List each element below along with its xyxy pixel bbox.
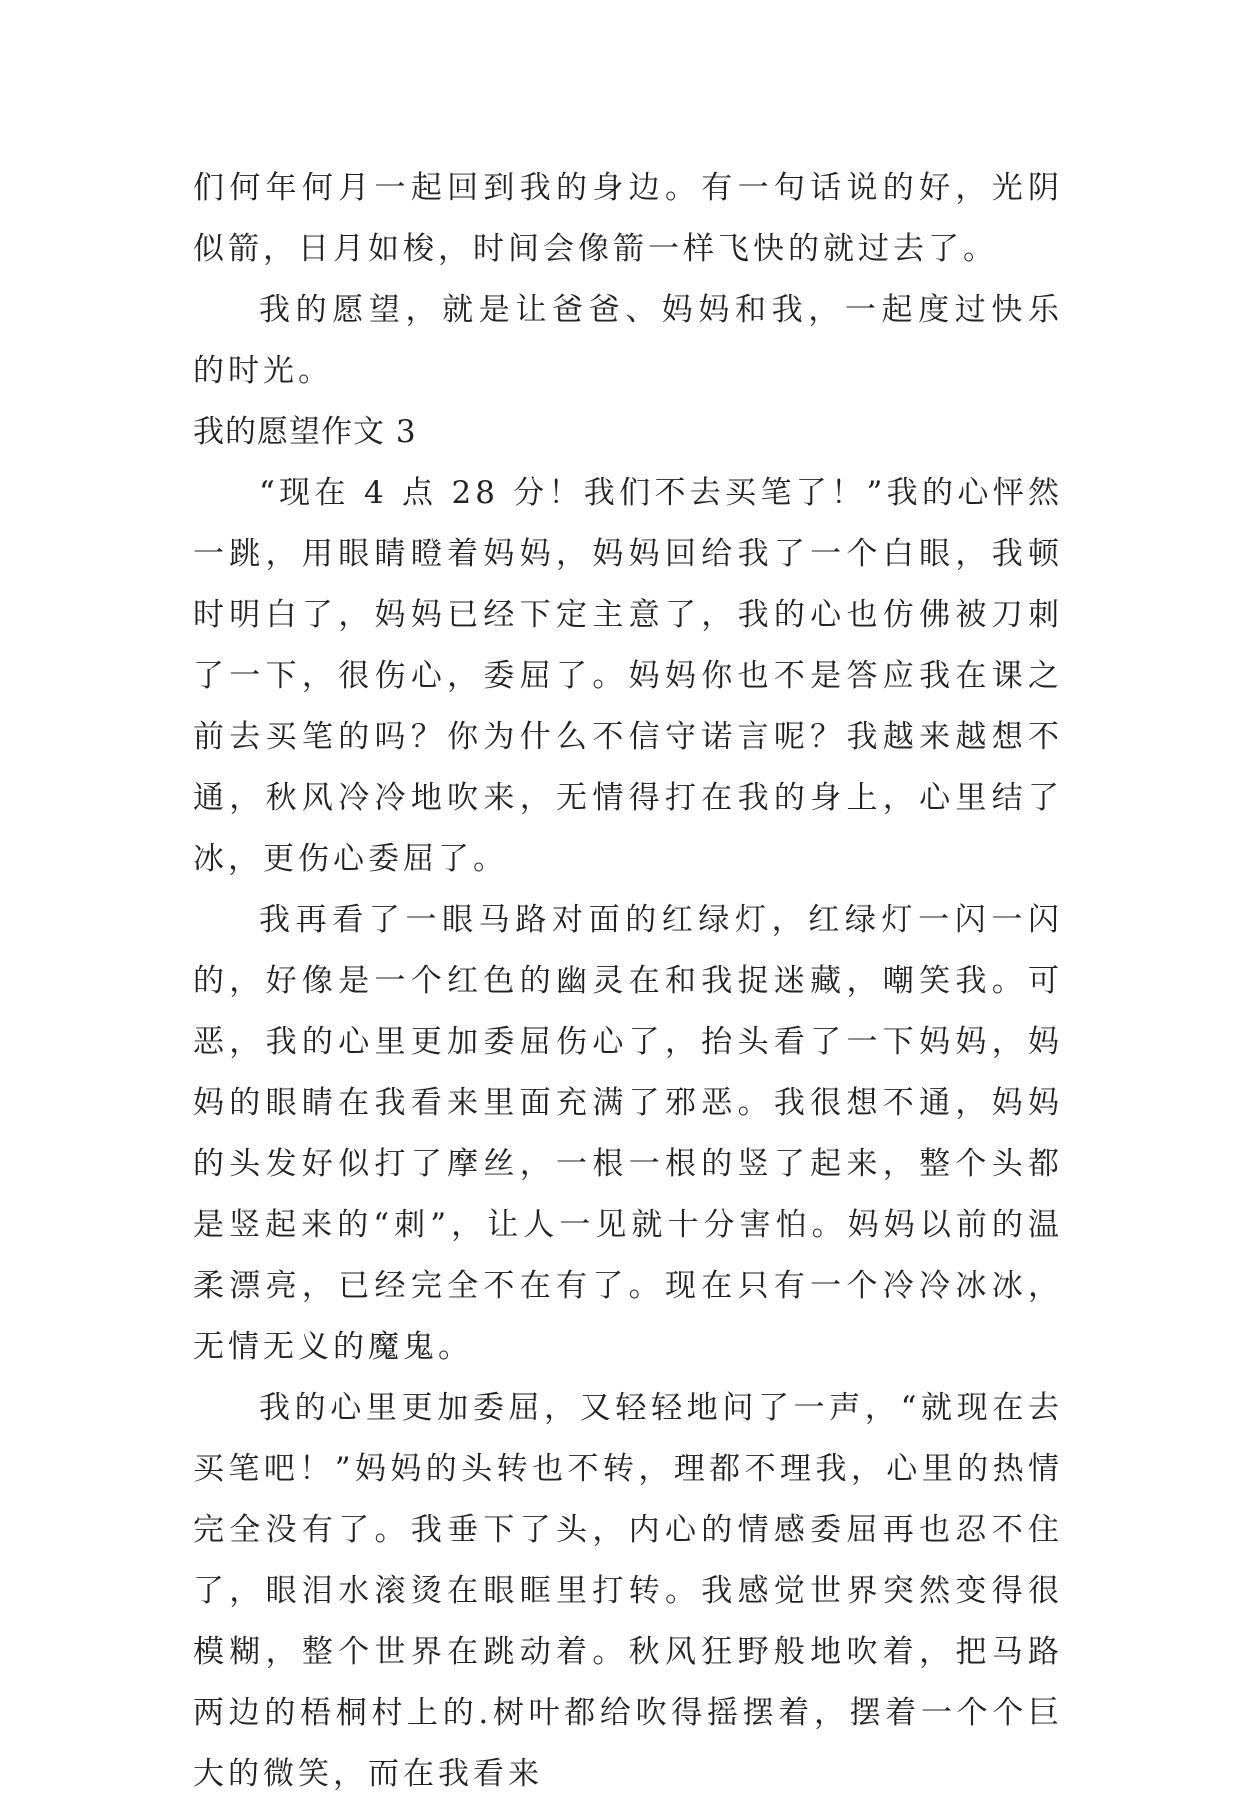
section-heading: 我的愿望作文 3	[193, 414, 417, 450]
paragraph-tears: 我的心里更加委屈，又轻轻地问了一声，“就现在去买笔吧！”妈妈的头转也不转，理都不理我，心里的热情完全没有了。我垂下了头，内心的情感委屈再也忍不住了，眼泪水滚烫在眼眶里打转。我感觉世界突然变得很模糊，整个世界在跳动着。秋风狂野般地吹着，把马路两边的梧桐村上的.树叶都给吹得摇摆着，摆着一个个巨大的微笑，而在我看来	[193, 1390, 1063, 1792]
paragraph-wish: 我的愿望，就是让爸爸、妈妈和我，一起度过快乐的时光。	[193, 292, 1063, 389]
paragraph-traffic-light: 我再看了一眼马路对面的红绿灯，红绿灯一闪一闪的，好像是一个红色的幽灵在和我捉迷藏，嘲笑我。可恶，我的心里更加委屈伤心了，抬头看了一下妈妈，妈妈的眼睛在我看来里面充满了邪恶。我很想不通，妈妈的头发好似打了摩丝，一根一根的竖了起来，整个头都是竖起来的“刺”，让人一见就十分害怕。妈妈以前的温柔漂亮，已经完全不在有了。现在只有一个冷冷冰冰，无情无义的魔鬼。	[193, 902, 1063, 1365]
paragraph-continuation: 们何年何月一起回到我的身边。有一句话说的好，光阴似箭，日月如梭，时间会像箭一样飞快的就过去了。	[193, 170, 1063, 267]
document-page	[193, 158, 1063, 1805]
paragraph-time-dispute: “现在 4 点 28 分！我们不去买笔了！”我的心怦然一跳，用眼睛瞪着妈妈，妈妈回给我了一个白眼，我顿时明白了，妈妈已经下定主意了，我的心也仿佛被刀刺了一下，很伤心，委屈了。妈妈你也不是答应我在课之前去买笔的吗？你为什么不信守诺言呢？我越来越想不通，秋风冷冷地吹来，无情得打在我的身上，心里结了冰，更伤心委屈了。	[193, 475, 1063, 877]
